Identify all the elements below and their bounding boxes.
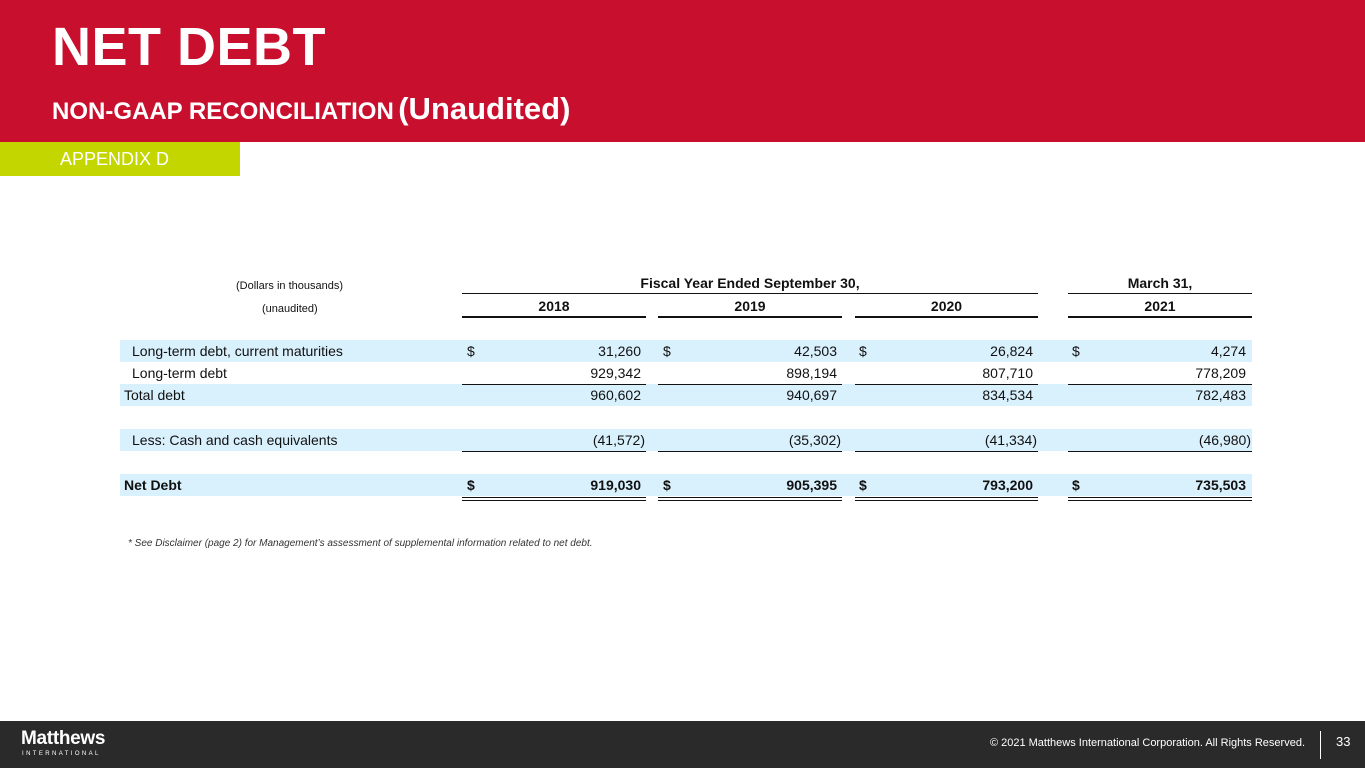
page-number: 33: [1336, 734, 1351, 749]
row-label: Long-term debt, current maturities: [132, 343, 343, 359]
company-logo-subtext: INTERNATIONAL: [22, 751, 101, 757]
table-cell: 960,602: [590, 387, 641, 403]
subtotal-rule: [1068, 451, 1252, 452]
currency-symbol: $: [859, 477, 867, 493]
appendix-tab: APPENDIX D: [0, 142, 240, 176]
table-cell: 919,030: [590, 477, 641, 493]
row-label: Total debt: [124, 387, 185, 403]
table-cell: 807,710: [982, 365, 1033, 381]
march-header-rule: [1068, 293, 1252, 294]
currency-symbol: $: [663, 477, 671, 493]
year-header-2019: 2019: [734, 298, 766, 314]
table-cell: 778,209: [1195, 365, 1246, 381]
year-header-2018: 2018: [538, 298, 570, 314]
row-label: Less: Cash and cash equivalents: [132, 432, 338, 448]
year-rule: [462, 316, 646, 318]
table-cell: 793,200: [982, 477, 1033, 493]
fiscal-header-rule: [462, 293, 1038, 294]
year-rule: [658, 316, 842, 318]
table-cell: 940,697: [786, 387, 837, 403]
year-header-2021: 2021: [1144, 298, 1176, 314]
table-cell: (46,980): [1198, 432, 1251, 448]
year-rule: [855, 316, 1038, 318]
table-cell: 905,395: [786, 477, 837, 493]
subtotal-rule: [462, 451, 646, 452]
total-double-rule: [462, 500, 646, 501]
table-cell: 929,342: [590, 365, 641, 381]
year-header-2020: 2020: [930, 298, 963, 314]
subtotal-rule: [855, 451, 1038, 452]
title-banner: [0, 0, 1365, 142]
currency-symbol: $: [467, 343, 475, 359]
row-label: Net Debt: [124, 477, 182, 493]
table-cell: (41,334): [984, 432, 1037, 448]
total-double-rule: [855, 497, 1038, 498]
copyright-notice: © 2021 Matthews International Corporation. All Rights Reserved.: [989, 737, 1305, 749]
table-cell: (41,572): [592, 432, 645, 448]
total-double-rule: [658, 500, 842, 501]
table-cell: 782,483: [1195, 387, 1246, 403]
header-dollars-note: (Dollars in thousands): [236, 280, 343, 292]
total-double-rule: [462, 497, 646, 498]
total-double-rule: [1068, 497, 1252, 498]
march-header: March 31,: [1127, 275, 1193, 291]
currency-symbol: $: [859, 343, 867, 359]
company-logo-wordmark: Matthews: [21, 728, 106, 749]
slide-title: NET DEBT: [52, 17, 326, 77]
table-cell: 26,824: [990, 343, 1033, 359]
table-cell: 4,274: [1210, 343, 1246, 359]
total-double-rule: [1068, 500, 1252, 501]
fiscal-year-header: Fiscal Year Ended September 30,: [640, 275, 860, 291]
total-double-rule: [658, 497, 842, 498]
currency-symbol: $: [1072, 343, 1080, 359]
table-cell: 31,260: [598, 343, 641, 359]
currency-symbol: $: [1072, 477, 1080, 493]
year-rule: [1068, 316, 1252, 318]
subtotal-rule: [658, 451, 842, 452]
footnote: * See Disclaimer (page 2) for Management’s assessment of supplemental information related to net debt.: [128, 538, 593, 549]
table-cell: 834,534: [982, 387, 1033, 403]
subtitle-main: NON-GAAP RECONCILIATION: [52, 98, 394, 125]
slide-subtitle: [52, 93, 570, 124]
subtitle-paren: (Unaudited): [398, 91, 571, 126]
table-cell: 42,503: [794, 343, 837, 359]
footer-bar: [0, 721, 1365, 768]
header-unaudited-note: (unaudited): [262, 303, 318, 315]
currency-symbol: $: [663, 343, 671, 359]
table-cell: 898,194: [786, 365, 837, 381]
row-label: Long-term debt: [132, 365, 227, 381]
table-cell: (35,302): [788, 432, 841, 448]
footer-divider: [1320, 731, 1321, 759]
table-cell: 735,503: [1195, 477, 1246, 493]
currency-symbol: $: [467, 477, 475, 493]
total-double-rule: [855, 500, 1038, 501]
